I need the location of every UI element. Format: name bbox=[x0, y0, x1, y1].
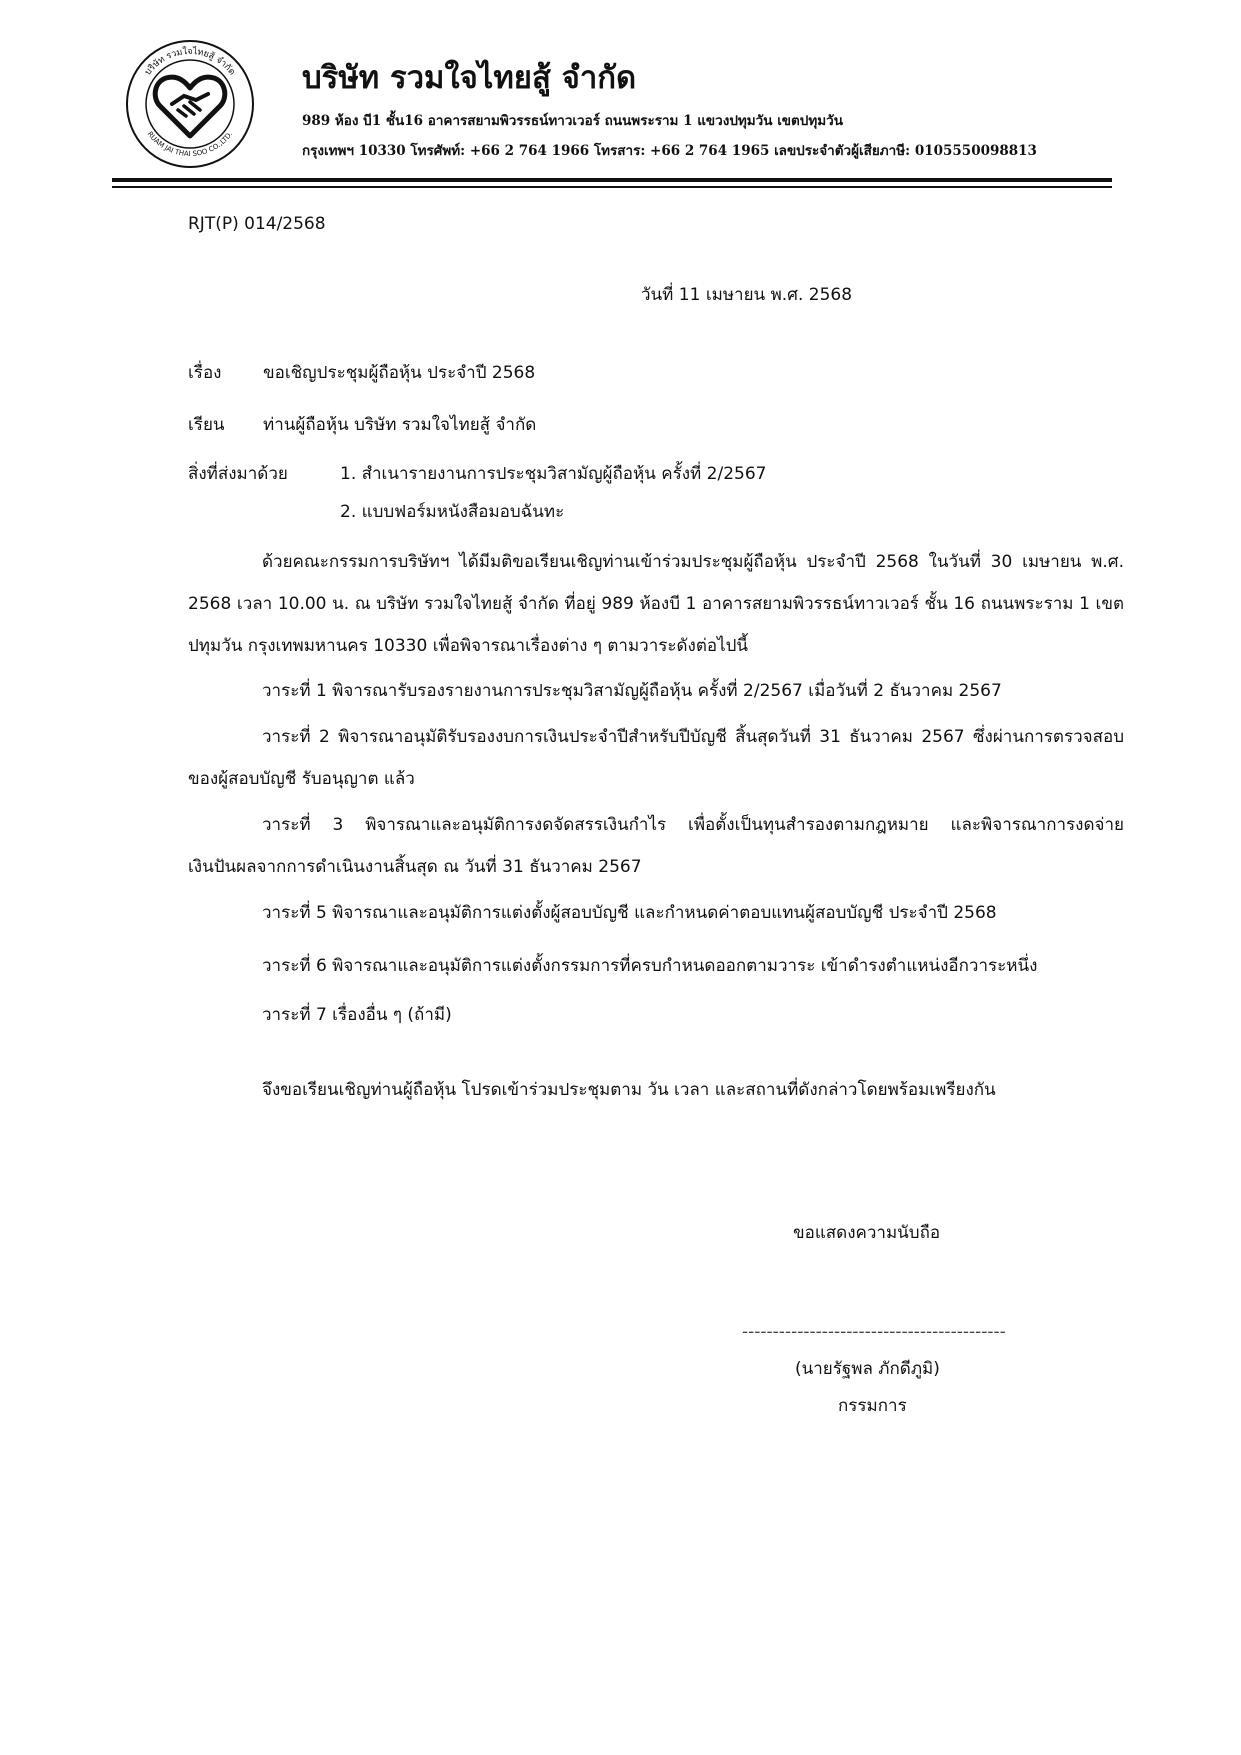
letterhead-divider-thin bbox=[112, 186, 1112, 188]
enclosure-item: 2. แบบฟอร์มหนังสือมอบฉันทะ bbox=[340, 502, 565, 522]
intro-paragraph bbox=[188, 541, 1124, 667]
to-label: เรียน bbox=[188, 415, 225, 435]
intro-text: ด้วยคณะกรรมการบริษัทฯ ได้มีมติขอเรียนเชิญท่านเข้าร่วมประชุมผู้ถือหุ้น ประจำปี 2568 ในวันที่ 30 เมษายน พ.ศ. 2568 เวลา 10.00 น. ณ บริษัท รวมใจไทยสู้ จำกัด ที่อยู่ 989 ห้องบี 1 อาคารสยามพิวรรธน์ทาวเวอร์ ชั้น 16 ถนนพระราม 1 เขตปทุมวัน กรุงเทพมหานคร 10330 เพื่อพิจารณาเรื่องต่าง ๆ ตามวาระดังต่อไปนี้ bbox=[188, 552, 1124, 656]
letterhead-divider-thick bbox=[112, 178, 1112, 182]
company-address-line1: 989 ห้อง บี1 ชั้น16 อาคารสยามพิวรรธน์ทาวเวอร์ ถนนพระราม 1 แขวงปทุมวัน เขตปทุมวัน bbox=[302, 113, 843, 129]
logo-ring-text-top: บริษัท รวมใจไทยสู้ จำกัด bbox=[143, 46, 237, 78]
sign-off: ขอแสดงความนับถือ bbox=[793, 1223, 941, 1243]
agenda-item: วาระที่ 1 พิจารณารับรองรายงานการประชุมวิสามัญผู้ถือหุ้น ครั้งที่ 2/2567 เมื่อวันที่ 2 ธันวาคม 2567 bbox=[262, 681, 1002, 701]
agenda-item: วาระที่ 6 พิจารณาและอนุมัติการแต่งตั้งกรรมการที่ครบกำหนดออกตามวาระ เข้าดำรงตำแหน่งอีกวาระหนึ่ง bbox=[262, 956, 1038, 976]
agenda-item: วาระที่ 3 พิจารณาและอนุมัติการงดจัดสรรเงินกำไร เพื่อตั้งเป็นทุนสำรองตามกฎหมาย และพิจารณาการงดจ่ายเงินปันผลจากการดำเนินงานสิ้นสุด ณ วันที่ 31 ธันวาคม 2567 bbox=[188, 815, 1124, 877]
agenda-item: วาระที่ 2 พิจารณาอนุมัติรับรองงบการเงินประจำปีสำหรับปีบัญชี สิ้นสุดวันที่ 31 ธันวาคม 2567 ซึ่งผ่านการตรวจสอบของผู้สอบบัญชี รับอนุญาต แล้ว bbox=[188, 727, 1124, 789]
closing-paragraph: จึงขอเรียนเชิญท่านผู้ถือหุ้น โปรดเข้าร่วมประชุมตาม วัน เวลา และสถานที่ดังกล่าวโดยพร้อมเพรียงกัน bbox=[262, 1080, 996, 1100]
company-name: บริษัท รวมใจไทยสู้ จำกัด bbox=[302, 60, 637, 96]
signature-line: ------------------------------------------- bbox=[742, 1322, 1006, 1342]
subject-label: เรื่อง bbox=[188, 363, 222, 383]
agenda-item: วาระที่ 7 เรื่องอื่น ๆ (ถ้ามี) bbox=[262, 1005, 452, 1025]
letter-date: วันที่ 11 เมษายน พ.ศ. 2568 bbox=[641, 285, 853, 305]
reference-number: RJT(P) 014/2568 bbox=[188, 214, 326, 234]
to-text: ท่านผู้ถือหุ้น บริษัท รวมใจไทยสู้ จำกัด bbox=[263, 415, 537, 435]
agenda-item: วาระที่ 5 พิจารณาและอนุมัติการแต่งตั้งผู้สอบบัญชี และกำหนดค่าตอบแทนผู้สอบบัญชี ประจำปี 2568 bbox=[262, 903, 997, 923]
company-address-line2: กรุงเทพฯ 10330 โทรศัพท์: +66 2 764 1966 โทรสาร: +66 2 764 1965 เลขประจำตัวผู้เสียภาษี: 0105550098813 bbox=[302, 143, 1037, 159]
company-logo bbox=[124, 38, 256, 170]
enclosure-item: 1. สำเนารายงานการประชุมวิสามัญผู้ถือหุ้น ครั้งที่ 2/2567 bbox=[340, 464, 767, 484]
subject-text: ขอเชิญประชุมผู้ถือหุ้น ประจำปี 2568 bbox=[263, 363, 536, 383]
signatory-title: กรรมการ bbox=[838, 1396, 907, 1416]
signatory-name: (นายรัฐพล ภักดีภูมิ) bbox=[795, 1359, 940, 1379]
enclosures-label: สิ่งที่ส่งมาด้วย bbox=[188, 464, 288, 484]
handshake-heart-icon bbox=[124, 38, 256, 170]
logo-ring-text-bottom: RUAM JAI THAI SOO CO.,LTD. bbox=[145, 130, 235, 159]
